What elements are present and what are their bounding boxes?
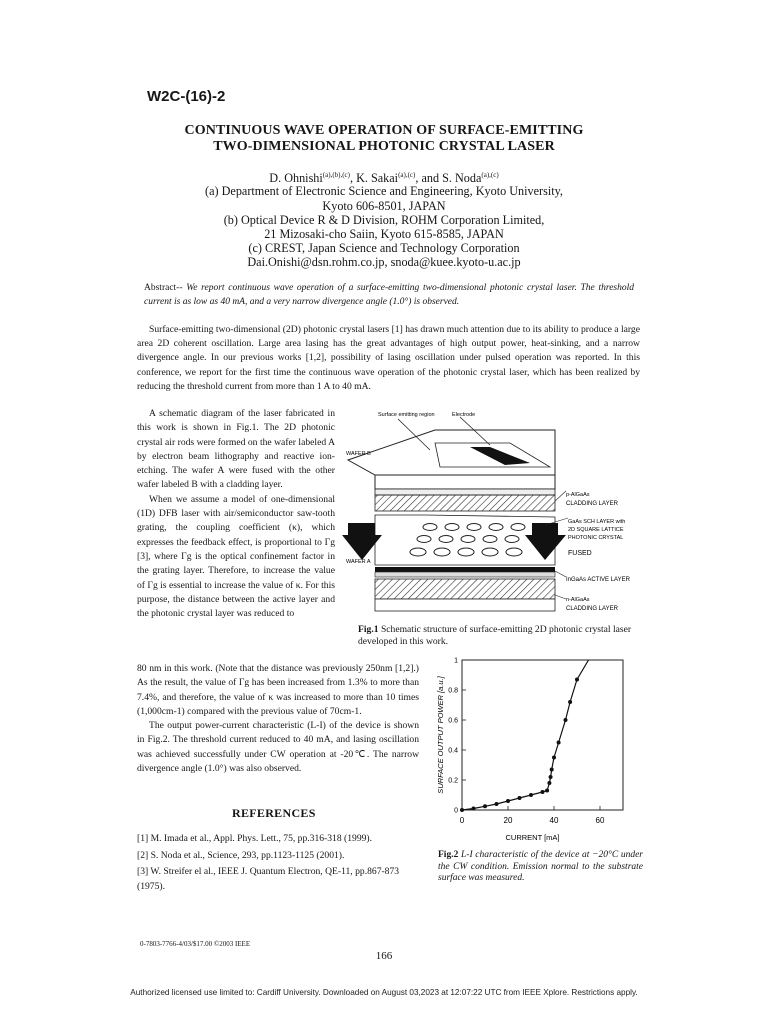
plot-frame: [462, 660, 623, 810]
data-point: [472, 807, 476, 811]
y-tick-label: 0.6: [448, 717, 458, 725]
paragraph-schematic: A schematic diagram of the laser fabricated in this work is shown in Fig.1. The 2D photonic crystal air rods were formed on the wafer labeled A by electron beam lithography and reactive ion-etching. The wafer A were fused with the other wafer labeled B with a cladding layer.: [137, 408, 335, 491]
label-gaas-sch-2: 2D SQUARE LATTICE: [568, 527, 624, 533]
y-tick-label: 1: [454, 657, 458, 665]
affiliation-a1: (a) Department of Electronic Science and Engineering, Kyoto University,: [205, 184, 563, 198]
author-emails: Dai.Onishi@dsn.rohm.co.jp, snoda@kuee.kyoto-u.ac.jp: [247, 255, 521, 269]
cladding-layer-top: [375, 495, 555, 511]
affiliation-a2: Kyoto 606-8501, JAPAN: [322, 199, 446, 213]
label-wafer-a: WAFER A: [346, 559, 371, 565]
label-gaas-sch-3: PHOTONIC CRYSTAL: [568, 535, 624, 541]
x-tick-label: 40: [549, 816, 559, 825]
paper-title-line1: CONTINUOUS WAVE OPERATION OF SURFACE-EMITTING: [184, 123, 584, 138]
data-point: [549, 775, 553, 779]
figure2-caption: [438, 850, 643, 885]
intro-paragraph: Surface-emitting two-dimensional (2D) photonic crystal lasers [1] has drawn much attention due to its ability to produce a large area 2D coherent oscillation. Large area lasing has the great advantages of high output power, heat-sinking, and a narrow divergence angle. In our previous works [1,2], possibility of lasing oscillation under pulsed operation was reported. In this conference, we report for the first time the continuous wave operation of the photonic crystal laser, which has been realized by reducing the threshold current from more than 1 A to 40 mA.: [137, 324, 640, 392]
wafer-b-top: [348, 430, 555, 475]
paper-title-line2: TWO-DIMENSIONAL PHOTONIC CRYSTAL LASER: [213, 139, 555, 154]
affiliation-b2: 21 Mizosaki-cho Saiin, Kyoto 615-8585, JAPAN: [264, 227, 504, 241]
data-point: [550, 768, 554, 772]
x-axis-label: CURRENT [mA]: [505, 833, 560, 842]
label-active-layer: InGaAs ACTIVE LAYER: [566, 577, 630, 583]
data-point: [552, 756, 556, 760]
affiliation-c: (c) CREST, Japan Science and Technology Corporation: [248, 241, 520, 255]
paragraph-distance: 80 nm in this work. (Note that the distance was previously 250nm [1,2].) As the result, the value of Γg has been increased from 1.3% to more than 7.4%, and therefore, the value of κ was increased to more than 10 times (1,000cm-1) compared with the previous value of 70cm-1.: [137, 663, 419, 717]
reference-1: [1] M. Imada et al., Appl. Phys. Lett., 75, pp.316-318 (1999).: [137, 833, 373, 844]
reference-2: [2] S. Noda et al., Science, 293, pp.1123-1125 (2001).: [137, 849, 345, 861]
data-point: [460, 808, 464, 812]
x-tick-label: 20: [503, 816, 513, 825]
data-point: [495, 802, 499, 806]
label-wafer-b: WAFER B: [346, 451, 371, 457]
label-cladding-top: CLADDING LAYER: [566, 501, 618, 507]
figure1-caption-text: Schematic structure of surface-emitting 2D photonic crystal laser developed in this work.: [358, 624, 632, 647]
label-n-algaas: n-AlGaAs: [566, 597, 590, 603]
author-names: D. Ohnishi$^{(a),(b),(c)}$, K. Sakai$^{(a),(c)}$, and S. Noda$^{(a),(c)}$: [269, 171, 499, 186]
x-tick-label: 60: [595, 816, 605, 825]
figure1-schematic: [340, 405, 650, 620]
figure2-caption-text: L-I characteristic of the device at −20°C under the CW condition. Emission normal to the substrate surface was measured.: [438, 850, 643, 883]
label-cladding-bottom: CLADDING LAYER: [566, 606, 618, 612]
figure1-caption-label: Fig.1: [358, 624, 379, 635]
figure2-chart: [428, 652, 648, 842]
label-surface-region: Surface emitting region: [378, 412, 435, 418]
label-electrode: Electrode: [452, 412, 476, 418]
active-layer: [375, 567, 555, 572]
copyright-line: 0-7803-7766-4/03/$17.00 ©2003 IEEE: [140, 940, 251, 948]
data-point: [564, 718, 568, 722]
left-column: [137, 407, 335, 621]
data-point: [541, 790, 545, 794]
figure1-caption: [358, 624, 648, 648]
session-code: W2C-(16)-2: [147, 88, 226, 105]
data-point: [547, 781, 551, 785]
abstract-label: Abstract--: [144, 283, 183, 293]
reference-3: [3] W. Streifer el al., IEEE J. Quantum Electron, QE-11, pp.867-873 (1975).: [137, 866, 400, 892]
l-i-curve: [462, 660, 589, 810]
figure2-caption-label: Fig.2: [438, 850, 459, 860]
references-heading: REFERENCES: [232, 806, 316, 820]
x-tick-label: 0: [459, 816, 465, 825]
data-point: [518, 796, 522, 800]
cladding-layer-bottom: [375, 579, 555, 599]
label-p-algaas: p-AlGaAs: [566, 492, 590, 498]
y-tick-label: 0.4: [448, 747, 458, 755]
data-point: [568, 700, 572, 704]
data-point: [557, 741, 561, 745]
affiliation-b1: (b) Optical Device R & D Division, ROHM Corporation Limited,: [223, 213, 545, 227]
abstract: [144, 281, 634, 309]
paragraph-coupling: When we assume a model of one-dimensional (1D) DFB laser with air/semiconductor saw-tooth grating, the coupling coefficient (κ), which expresses the feedback effect, is proportional to Γg [3], where Γg is the optical confinement factor in the grating layer. Therefore, to increase the value of Γg is essential to increase the value of κ. For this purpose, the distance between the active layer and the photonic crystal layer was reduced to: [137, 493, 335, 620]
label-fused: FUSED: [568, 550, 592, 557]
y-tick-label: 0.2: [448, 777, 458, 785]
data-point: [483, 804, 487, 808]
page-number: 166: [375, 950, 393, 962]
references-list: [137, 832, 417, 896]
y-tick-label: 0: [454, 807, 458, 815]
data-point: [506, 799, 510, 803]
label-gaas-sch-1: GaAs SCH LAYER with: [568, 519, 626, 525]
y-tick-label: 0.8: [448, 687, 458, 695]
data-point: [529, 793, 533, 797]
y-axis-label: SURFACE OUTPUT POWER [a.u.]: [436, 676, 445, 794]
lower-left-column: [137, 662, 419, 776]
abstract-text: We report continuous wave operation of a surface-emitting two-dimensional photonic crystal laser. The threshold current is as low as 40 mA, and a very narrow divergence angle (1.0°) is observed.: [144, 283, 634, 307]
data-point: [575, 678, 579, 682]
paragraph-output: The output power-current characteristic (L-I) of the device is shown in Fig.2. The threshold current reduced to 40 mA, and lasing oscillation was achieved successfully under CW operation at -20℃. The narrow divergence angle (1.0°) was also observed.: [137, 720, 419, 775]
data-point: [545, 789, 549, 793]
license-footer: Authorized licensed use limited to: Cardiff University. Downloaded on August 03,2023 at 12:07:22 UTC from IEEE Xplore. Restrictions apply.: [130, 988, 638, 997]
